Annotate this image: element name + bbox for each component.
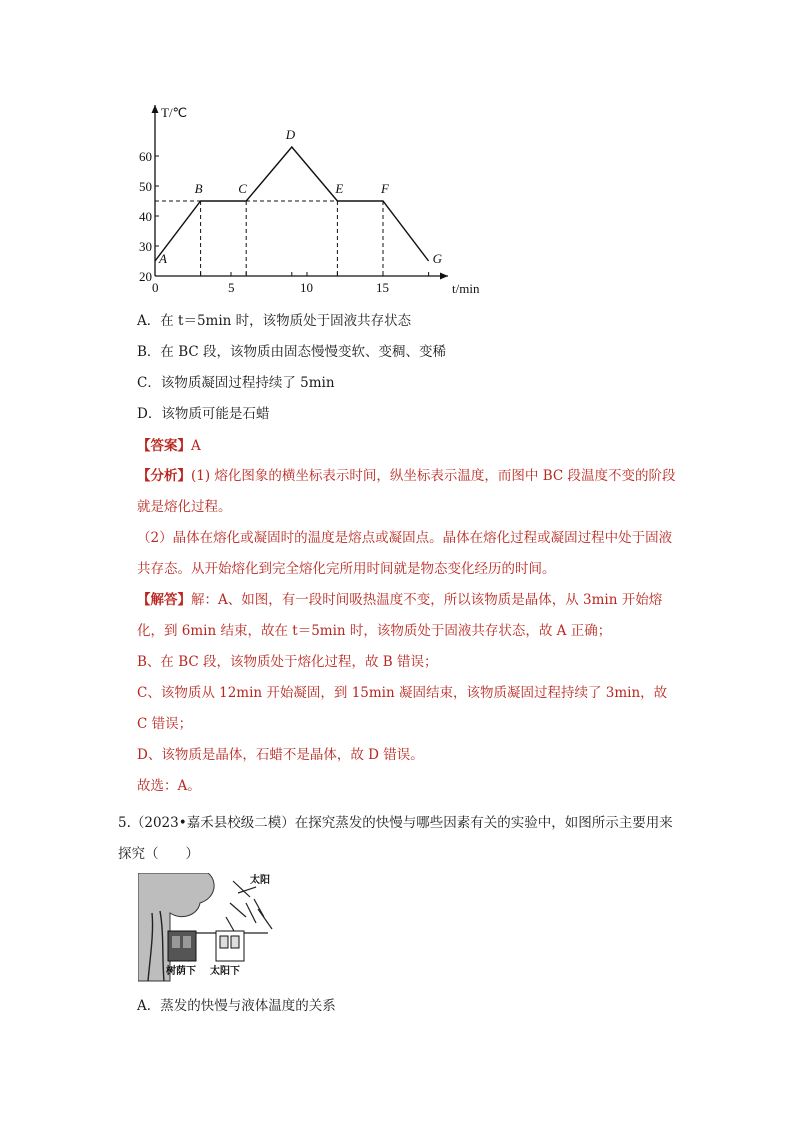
x-axis-arrow: [440, 273, 448, 280]
evaporation-illustration: [138, 873, 278, 983]
option-b: B．在 BC 段，该物质由固态慢慢变软、变稠、变稀: [137, 344, 447, 360]
x-tick-label: 15: [376, 280, 389, 295]
y-axis-arrow: [152, 105, 159, 113]
solution-paragraph-3: C、该物质从 12min 开始凝固，到 15min 凝固结束，该物质凝固过程持续了 3min，故 C 错误；: [137, 685, 668, 732]
under-sun-label: 太阳下: [210, 966, 240, 977]
solution-paragraph-1: [137, 585, 677, 647]
solution-tag: 【解答】: [137, 592, 191, 608]
option-d: D．该物质可能是石蜡: [137, 406, 270, 422]
y-tick-label: 20: [139, 269, 152, 284]
x-tick-label: 5: [228, 280, 235, 295]
point-label-C: C: [238, 181, 247, 196]
answer-value: A: [191, 438, 201, 454]
y-tick-label: 50: [139, 179, 152, 194]
analysis-text-1: (1) 熔化图象的横坐标表示时间，纵坐标表示温度，而图中 BC 段温度不变的阶段就是熔化过程。: [137, 468, 676, 515]
analysis-tag: 【分析】: [137, 468, 191, 484]
y-tick-label: 60: [139, 149, 152, 164]
melting-curve-chart: [130, 95, 500, 305]
point-label-E: E: [335, 181, 344, 196]
solution-paragraph-4: D、该物质是晶体，石蜡不是晶体，故 D 错误。: [137, 747, 424, 763]
solution-text-1: 解：A、如图，有一段时间吸热温度不变，所以该物质是晶体，从 3min 开始熔化，到 6min 结束，故在 t＝5min 时，该物质处于固液共存状态，故 A 正确；: [137, 592, 663, 639]
point-label-G: G: [432, 251, 442, 266]
point-label-A: A: [159, 251, 167, 266]
shade-label: 树荫下: [166, 966, 196, 977]
question-5-option-a: A．蒸发的快慢与液体温度的关系: [137, 998, 336, 1014]
y-axis-label: T/℃: [161, 105, 188, 120]
point-label-D: D: [285, 127, 296, 142]
answer-line: [137, 436, 201, 456]
analysis-paragraph-2: （2）晶体在熔化或凝固时的温度是熔点或凝固点。晶体在熔化过程或凝固过程中处于固液共存态。从开始熔化到完全熔化完所用时间就是物态变化经历的时间。: [137, 530, 673, 577]
y-tick-label: 30: [139, 239, 152, 254]
x-tick-label: 10: [300, 280, 313, 295]
sun-label: 太阳: [250, 875, 270, 886]
wet-cloth-shade: [168, 931, 196, 961]
solution-paragraph-5: 故选：A。: [137, 778, 201, 794]
y-tick-label: 40: [139, 209, 152, 224]
point-label-F: F: [381, 181, 389, 196]
x-axis-label: t/min: [452, 281, 480, 296]
solution-paragraph-2: B、在 BC 段，该物质处于熔化过程，故 B 错误；: [137, 654, 438, 670]
option-c: C．该物质凝固过程持续了 5min: [137, 375, 335, 391]
option-a: A．在 t＝5min 时，该物质处于固液共存状态: [137, 313, 412, 329]
wet-cloth-sun: [216, 931, 244, 961]
question-5-stem: 5.（2023•嘉禾县校级二模）在探究蒸发的快慢与哪些因素有关的实验中，如图所示主要用来探究（ ）: [118, 815, 673, 862]
answer-tag: 【答案】: [137, 438, 191, 454]
x-tick-label: 0: [152, 280, 159, 295]
temperature-curve: [155, 147, 429, 261]
sun-rays: [226, 881, 272, 931]
point-label-B: B: [194, 181, 203, 196]
analysis-paragraph-1: [137, 461, 677, 523]
